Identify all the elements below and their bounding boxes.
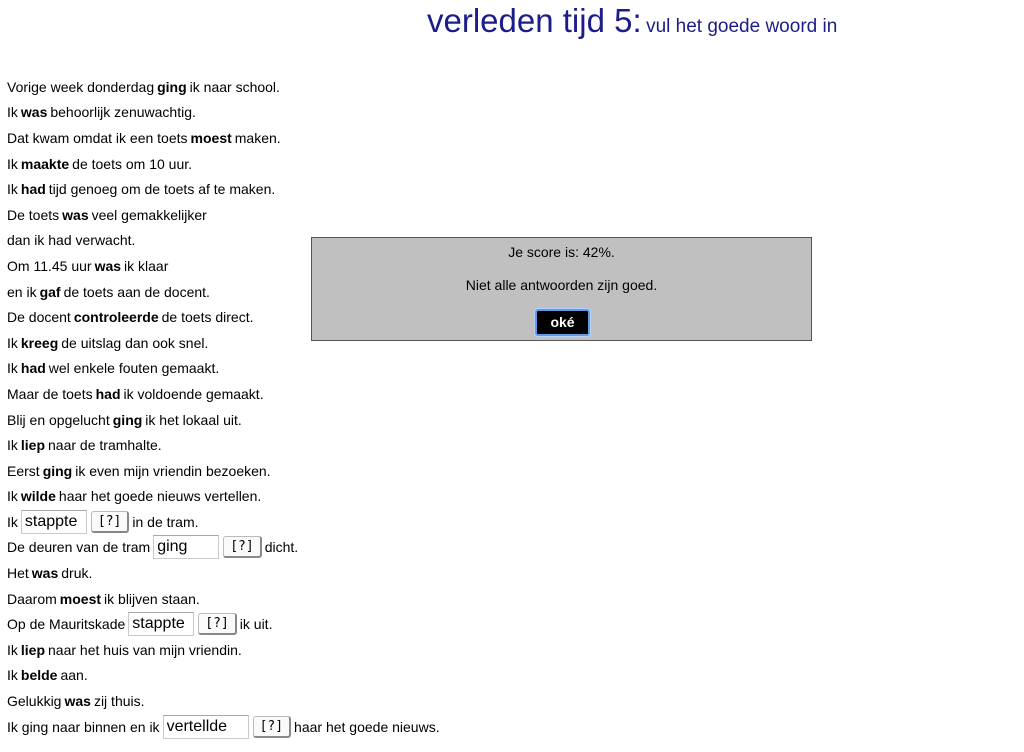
sentence-line [7, 688, 440, 714]
sentence-post: haar het goede nieuws. [294, 718, 440, 735]
answer-input[interactable] [163, 715, 249, 739]
ok-button[interactable]: oké [535, 309, 590, 336]
sentence-pre: Ik [7, 488, 18, 505]
sentence-line [7, 663, 440, 689]
sentence-post: ik even mijn vriendin bezoeken. [75, 462, 271, 479]
sentence-post: de toets direct. [161, 309, 254, 326]
sentence-verb: ging [42, 462, 73, 479]
hint-button[interactable]: [?] [198, 613, 236, 635]
sentence-list [7, 74, 440, 739]
sentence-pre: Het [7, 565, 29, 582]
sentence-pre: Eerst [7, 462, 40, 479]
sentence-verb: controleerde [73, 309, 159, 326]
sentence-pre: Ik [7, 104, 18, 121]
sentence-verb: had [95, 385, 121, 402]
sentence-verb: liep [20, 641, 46, 658]
sentence-pre: Ik [7, 437, 18, 454]
hint-button[interactable]: [?] [223, 536, 261, 558]
sentence-verb: ging [112, 411, 143, 428]
sentence-post: behoorlijk zenuwachtig. [50, 104, 196, 121]
sentence-pre: Om 11.45 uur [7, 257, 92, 274]
sentence-verb: kreeg [20, 334, 59, 351]
sentence-post: maken. [234, 129, 281, 146]
sentence-post: naar de tramhalte. [48, 437, 162, 454]
sentence-verb: wilde [20, 488, 56, 505]
sentence-verb: moest [190, 129, 232, 146]
page-title [427, 2, 837, 40]
sentence-line [7, 586, 440, 612]
score-dialog [311, 237, 812, 341]
sentence-line [7, 151, 440, 177]
sentence-pre: Ik ging naar binnen en ik [7, 718, 160, 735]
sentence-post: dicht. [264, 539, 299, 556]
sentence-line [7, 356, 440, 382]
sentence-line-with-input [7, 611, 440, 637]
sentence-pre: Daarom [7, 590, 57, 607]
sentence-verb: was [62, 206, 89, 223]
sentence-post: tijd genoeg om de toets af te maken. [48, 181, 276, 198]
sentence-line [7, 407, 440, 433]
sentence-line [7, 176, 440, 202]
sentence-post: de toets om 10 uur. [72, 155, 193, 172]
hint-button[interactable]: [?] [253, 716, 291, 738]
sentence-pre: Blij en opgelucht [7, 411, 110, 428]
sentence-post: veel gemakkelijker [91, 206, 207, 223]
sentence-post: in de tram. [132, 513, 199, 530]
sentence-pre: De docent [7, 309, 71, 326]
sentence-pre: Op de Mauritskade [7, 616, 126, 633]
sentence-post: zij thuis. [93, 693, 145, 710]
sentence-pre: Gelukkig [7, 693, 62, 710]
sentence-verb: had [20, 181, 46, 198]
answer-input[interactable] [153, 535, 219, 559]
sentence-line-with-input [7, 509, 440, 535]
sentence-post: wel enkele fouten gemaakt. [48, 360, 220, 377]
sentence-pre: Ik [7, 360, 18, 377]
sentence-verb: had [20, 360, 46, 377]
sentence-pre: Ik [7, 155, 18, 172]
sentence-pre: dan ik had verwacht. [7, 232, 136, 249]
sentence-verb: was [31, 565, 59, 582]
sentence-line [7, 484, 440, 510]
sentence-post: druk. [61, 565, 93, 582]
sentence-line [7, 637, 440, 663]
sentence-post: ik voldoende gemaakt. [123, 385, 264, 402]
sentence-line [7, 202, 440, 228]
sentence-line [7, 381, 440, 407]
sentence-post: ik naar school. [189, 78, 280, 95]
sentence-pre: Ik [7, 667, 18, 684]
sentence-verb: was [94, 257, 122, 274]
answer-input[interactable] [21, 510, 87, 534]
sentence-pre: en ik [7, 283, 37, 300]
sentence-verb: gaf [39, 283, 61, 300]
sentence-post: de toets aan de docent. [63, 283, 210, 300]
sentence-pre: Ik [7, 181, 18, 198]
sentence-line [7, 74, 440, 100]
hint-button[interactable]: [?] [91, 511, 129, 533]
answer-input[interactable] [128, 612, 194, 636]
sentence-post: ik het lokaal uit. [145, 411, 242, 428]
sentence-line-with-input [7, 714, 440, 740]
sentence-line [7, 125, 440, 151]
sentence-verb: maakte [20, 155, 70, 172]
sentence-post: ik klaar [124, 257, 169, 274]
title-main: verleden tijd 5: [427, 2, 642, 39]
result-message: Niet alle antwoorden zijn goed. [465, 277, 658, 293]
sentence-verb: belde [20, 667, 58, 684]
sentence-line [7, 100, 440, 126]
sentence-pre: Dat kwam omdat ik een toets [7, 129, 188, 146]
sentence-line [7, 432, 440, 458]
sentence-post: aan. [60, 667, 88, 684]
sentence-verb: moest [59, 590, 102, 607]
sentence-verb: was [20, 104, 48, 121]
sentence-pre: Ik [7, 513, 18, 530]
sentence-pre: Maar de toets [7, 385, 93, 402]
sentence-verb: liep [20, 437, 46, 454]
sentence-pre: Ik [7, 334, 18, 351]
sentence-verb: was [64, 693, 91, 710]
score-text: Je score is: 42%. [508, 244, 615, 260]
sentence-post: haar het goede nieuws vertellen. [58, 488, 262, 505]
sentence-post: ik uit. [239, 616, 273, 633]
sentence-pre: Ik [7, 641, 18, 658]
sentence-verb: ging [157, 78, 187, 95]
sentence-line [7, 560, 440, 586]
sentence-pre: De deuren van de tram [7, 539, 151, 556]
sentence-post: naar het huis van mijn vriendin. [48, 641, 242, 658]
sentence-line-with-input [7, 535, 440, 561]
sentence-pre: De toets [7, 206, 60, 223]
title-sub: vul het goede woord in [646, 16, 838, 37]
sentence-pre: Vorige week donderdag [7, 78, 155, 95]
sentence-post: ik blijven staan. [104, 590, 200, 607]
sentence-post: de uitslag dan ook snel. [61, 334, 209, 351]
sentence-line [7, 458, 440, 484]
